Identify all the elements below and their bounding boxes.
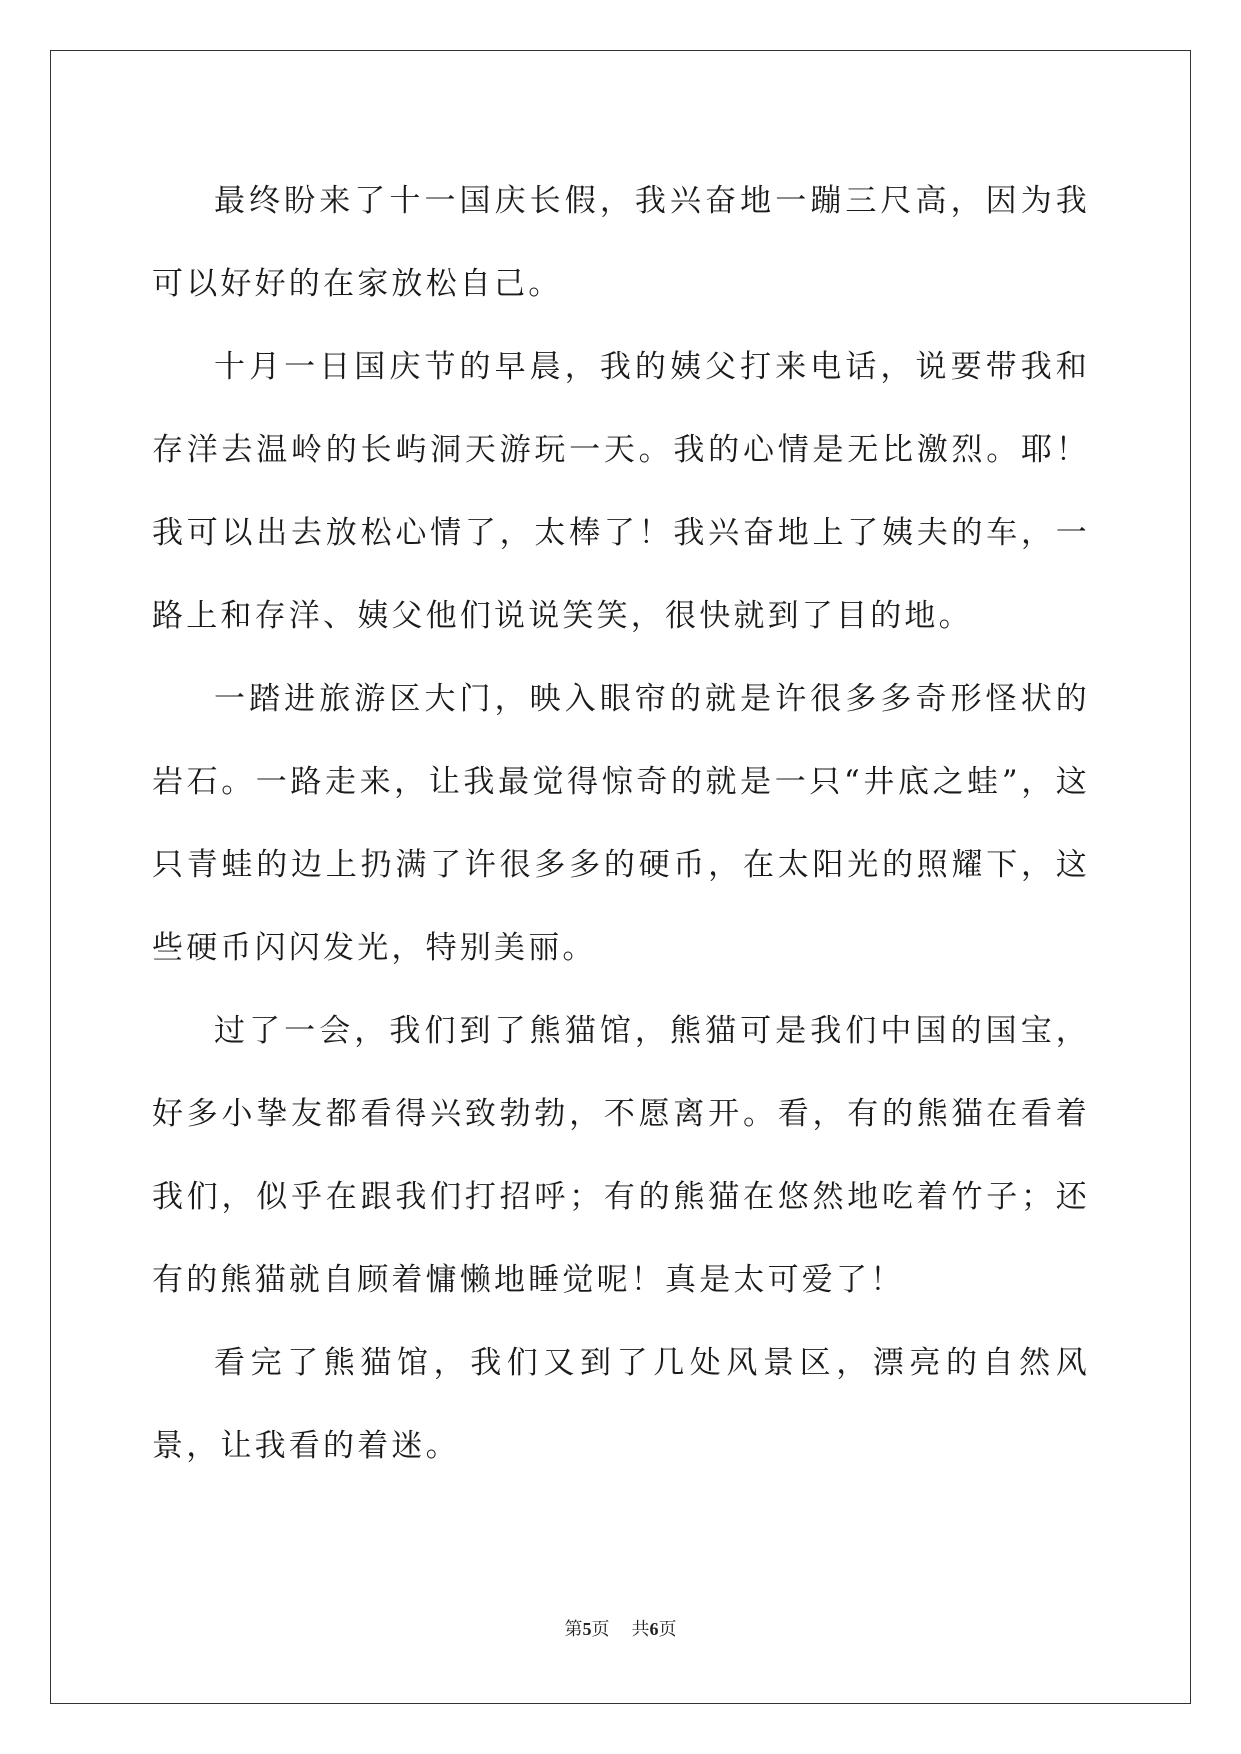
paragraph-4: 过了一会，我们到了熊猫馆，熊猫可是我们中国的国宝，好多小挚友都看得兴致勃勃，不愿离开。看，有的熊猫在看着我们，似乎在跟我们打招呼；有的熊猫在悠然地吃着竹子；还有的熊猫就自顾着慵懒地睡觉呢！真是太可爱了！	[152, 1013, 1090, 1298]
paragraph-2: 十月一日国庆节的早晨，我的姨父打来电话，说要带我和存洋去温岭的长屿洞天游玩一天。我的心情是无比激烈。耶！我可以出去放松心情了，太棒了！我兴奋地上了姨夫的车，一路上和存洋、姨父他们说说笑笑，很快就到了目的地。	[152, 349, 1090, 634]
footer-total-suffix: 页	[658, 1619, 677, 1640]
footer-current-page: 5	[582, 1619, 592, 1639]
paragraph-1: 最终盼来了十一国庆长假，我兴奋地一蹦三尺高，因为我可以好好的在家放松自己。	[152, 183, 1090, 302]
paragraph-5: 看完了熊猫馆，我们又到了几处风景区，漂亮的自然风景，让我看的着迷。	[152, 1345, 1090, 1464]
page-footer	[0, 1617, 1241, 1642]
footer-total-prefix: 共	[631, 1619, 650, 1640]
document-body	[152, 160, 1090, 1488]
footer-page-prefix: 第	[564, 1619, 583, 1640]
paragraph-3: 一踏进旅游区大门，映入眼帘的就是许很多多奇形怪状的岩石。一路走来，让我最觉得惊奇的就是一只“井底之蛙”，这只青蛙的边上扔满了许很多多的硬币，在太阳光的照耀下，这些硬币闪闪发光，特别美丽。	[152, 681, 1090, 966]
footer-total-pages: 6	[649, 1619, 659, 1639]
footer-page-suffix: 页	[591, 1619, 610, 1640]
